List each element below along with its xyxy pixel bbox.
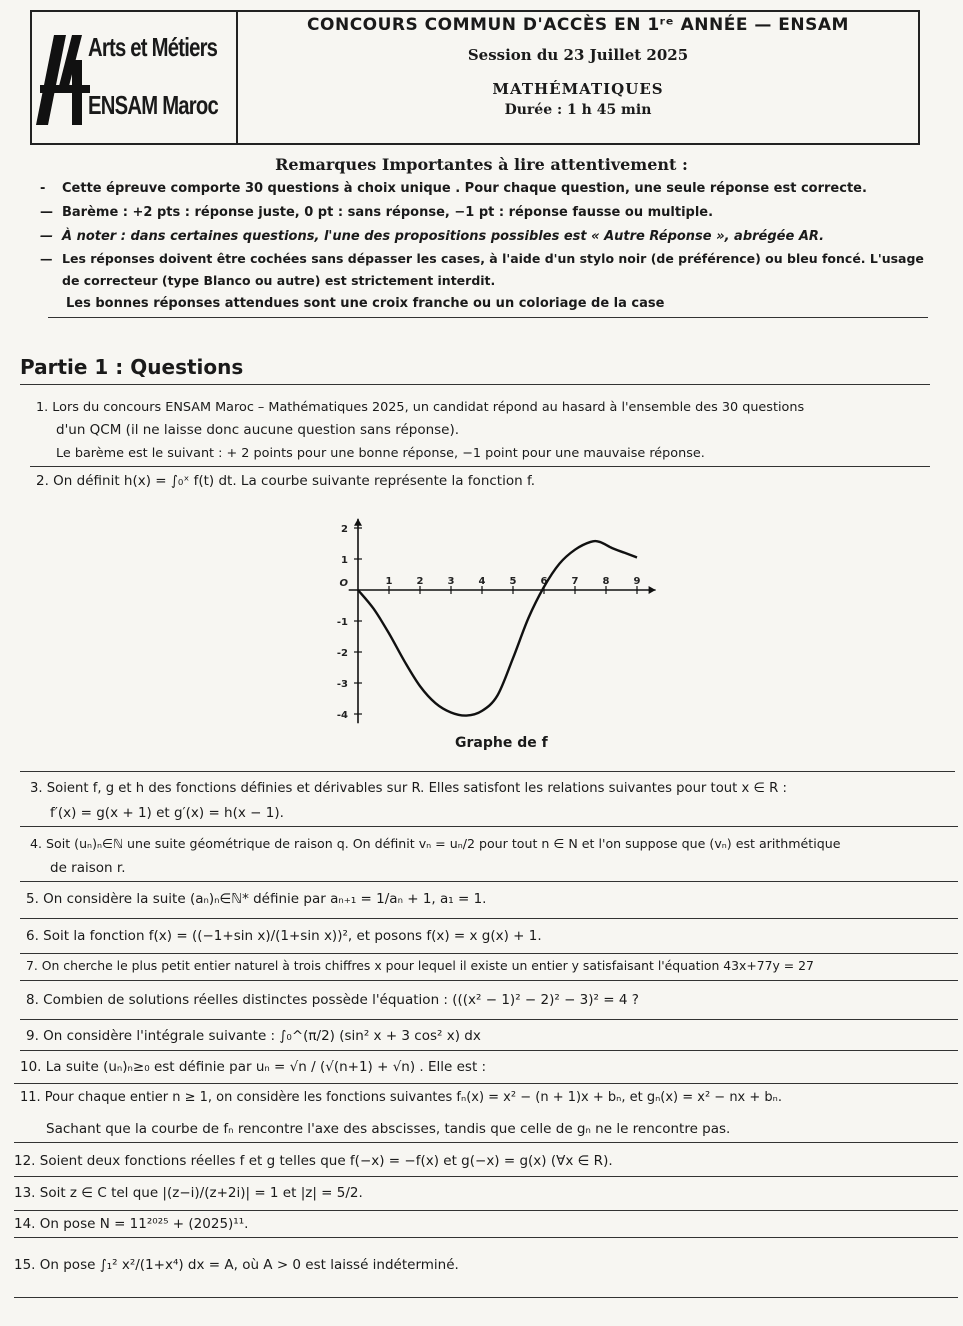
divider [30,466,930,467]
y-tick-label: -3 [336,679,348,690]
ensam-logo-icon [32,30,94,130]
x-tick-label: 2 [416,576,424,587]
remarks-title: Remarques Importantes à lire attentivement : [275,155,688,174]
question-11-line2: Sachant que la courbe de fₙ rencontre l'axe des abscisses, tandis que celle de gₙ ne le rencontre pas. [46,1121,731,1137]
y-tick-label: -2 [336,648,348,659]
x-tick-label: 9 [633,576,641,587]
divider [20,953,958,954]
chart-axes [349,519,656,724]
remark-item: — À noter : dans certaines questions, l'une des propositions possibles est « Autre Réponse », abrégée AR. [40,229,825,244]
divider [20,1050,958,1051]
question-1-line2: d'un QCM (il ne laisse donc aucune question sans réponse). [56,422,460,438]
x-tick-label: 7 [571,576,579,587]
remark-item: de correcteur (type Blanco ou autre) est strictement interdit. [62,273,496,288]
question-4-line1: 4. Soit (uₙ)ₙ∈ℕ une suite géométrique de raison q. On définit vₙ = uₙ/2 pour tout n ∈ N et l'on suppose que (vₙ) est arithmétique [30,836,841,851]
divider [14,1210,958,1211]
question-1-line3: Le barème est le suivant : + 2 points pour une bonne réponse, −1 point pour une mauvaise réponse. [56,446,705,461]
question-6: 6. Soit la fonction f(x) = ((−1+sin x)/(1+sin x))², et posons f(x) = x g(x) + 1. [26,928,542,944]
divider [48,317,928,318]
question-3-line2: f′(x) = g(x + 1) et g′(x) = h(x − 1). [50,805,284,821]
divider [20,980,958,981]
question-11-line1: 11. Pour chaque entier n ≥ 1, on considère les fonctions suivantes fₙ(x) = x² − (n + 1)x + bₙ, et gₙ(x) = x² − nx + bₙ. [20,1090,782,1105]
y-axis-arrow [354,519,362,526]
y-tick-label: -4 [336,710,348,721]
remark-item: — Barème : +2 pts : réponse juste, 0 pt : sans réponse, −1 pt : réponse fausse ou multiple. [40,205,714,220]
origin-label: O [339,578,348,589]
question-2: 2. On définit h(x) = ∫₀ˣ f(t) dt. La courbe suivante représente la fonction f. [36,473,536,489]
exam-subject: MATHÉMATIQUES [492,80,664,98]
question-12: 12. Soient deux fonctions réelles f et g telles que f(−x) = −f(x) et g(−x) = g(x) (∀x ∈ R). [14,1153,613,1169]
question-1-line1: 1. Lors du concours ENSAM Maroc – Mathématiques 2025, un candidat répond au hasard à l'ensemble des 30 questions [36,400,805,415]
divider [14,1176,958,1177]
question-13: 13. Soit z ∈ C tel que |(z−i)/(z+2i)| = 1 et |z| = 5/2. [14,1185,363,1201]
graph-of-f [300,505,670,730]
exam-session: Session du 23 Juillet 2025 [467,46,689,64]
remark-item: Les bonnes réponses attendues sont une croix franche ou un coloriage de la case [66,296,665,311]
x-tick-label: 8 [602,576,610,587]
question-7: 7. On cherche le plus petit entier naturel à trois chiffres x pour lequel il existe un entier y satisfaisant l'équation 43x+77y = 27 [26,958,814,973]
divider [14,1237,958,1238]
x-tick-label: 3 [447,576,455,587]
y-tick-label: 2 [341,524,348,535]
question-15: 15. On pose ∫₁² x²/(1+x⁴) dx = A, où A > 0 est laissé indéterminé. [14,1257,459,1273]
divider [20,881,958,882]
exam-duration: Durée : 1 h 45 min [504,102,652,118]
y-tick-label: 1 [341,555,348,566]
exam-title: CONCOURS COMMUN D'ACCÈS EN 1ʳᵉ ANNÉE — ENSAM [307,15,849,35]
logo-text-arts-et-metiers: Arts et Métiers [88,32,218,62]
x-tick-label: 6 [540,576,548,587]
remark-item: - Cette épreuve comporte 30 questions à choix unique . Pour chaque question, une seule réponse est correcte. [40,181,867,196]
x-tick-label: 4 [478,576,486,587]
question-3-line1: 3. Soient f, g et h des fonctions définies et dérivables sur R. Elles satisfont les relations suivantes pour tout x ∈ R : [30,781,787,796]
chart-caption: Graphe de f [455,735,548,751]
question-14: 14. On pose N = 11²⁰²⁵ + (2025)¹¹. [14,1216,249,1232]
divider [20,771,955,772]
divider [20,918,958,919]
divider [20,826,958,827]
series-line-f [358,541,637,716]
divider [14,1083,958,1084]
x-tick-label: 5 [509,576,517,587]
logo-text-ensam-maroc: ENSAM Maroc [88,90,219,120]
remark-item: — Les réponses doivent être cochées sans dépasser les cases, à l'aide d'un stylo noir (de préférence) ou bleu foncé. L'usage [40,251,924,266]
y-tick-label: -1 [336,617,348,628]
divider [20,384,930,385]
divider [14,1297,958,1298]
question-5: 5. On considère la suite (aₙ)ₙ∈ℕ* définie par aₙ₊₁ = 1/aₙ + 1, a₁ = 1. [26,891,487,907]
x-axis-arrow [649,586,656,594]
question-8: 8. Combien de solutions réelles distinctes possède l'équation : (((x² − 1)² − 2)² − 3)² = 4 ? [26,992,639,1008]
divider [20,1019,958,1020]
part-title: Partie 1 : Questions [20,355,244,379]
x-tick-label: 1 [385,576,393,587]
divider [14,1142,958,1143]
question-10: 10. La suite (uₙ)ₙ≥₀ est définie par uₙ = √n / (√(n+1) + √n) . Elle est : [20,1059,487,1075]
question-9: 9. On considère l'intégrale suivante : ∫₀^(π/2) (sin² x + 3 cos² x) dx [26,1028,481,1044]
question-4-line2: de raison r. [50,860,126,876]
